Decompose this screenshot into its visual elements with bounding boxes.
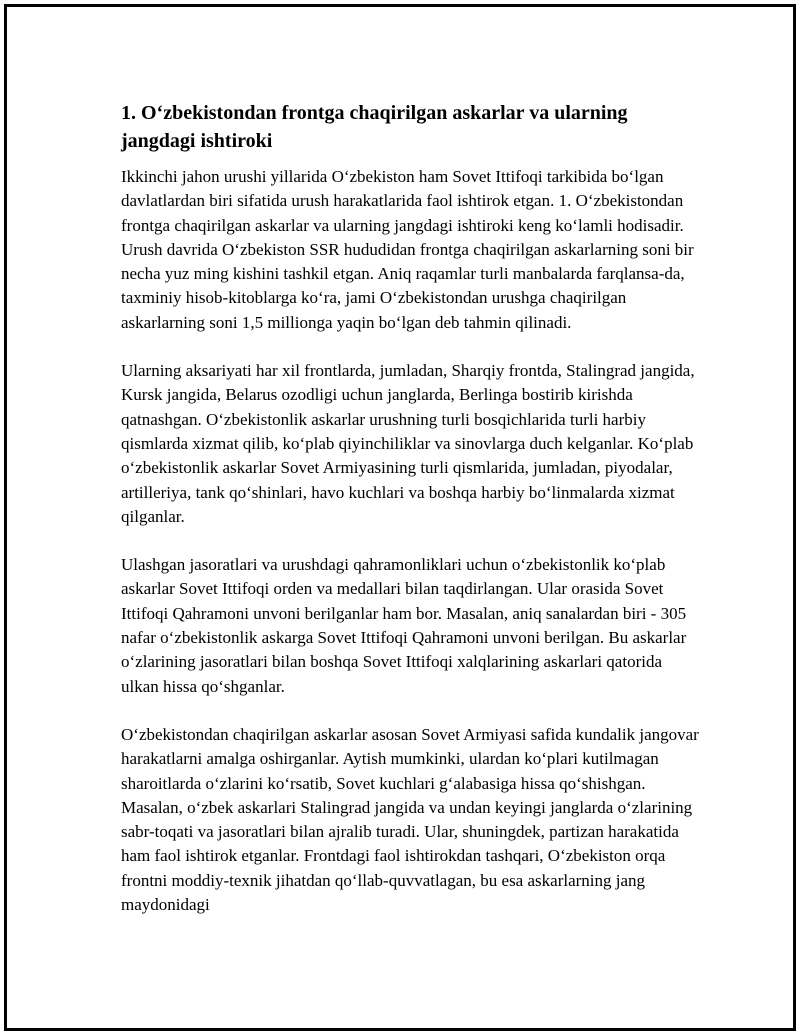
- page-frame: [4, 4, 796, 1031]
- paragraph-4: O‘zbekistondan chaqirilgan askarlar asosan Sovet Armiyasi safida kundalik jangovar harakatlarni amalga oshirganlar. Aytish mumkinki, ulardan ko‘plari kutilmagan sharoitlarda o‘zlarini ko‘rsatib, Sovet kuchlari g‘alabasiga hissa qo‘shishgan. Masalan, o‘zbek askarlari Stalingrad jangida va undan keyingi janglarda o‘zlarining sabr-toqati va jasoratlari bilan ajralib turadi. Ular, shuningdek, partizan harakatida ham faol ishtirok etganlar. Frontdagi faol ishtirokdan tashqari, O‘zbekiston orqa frontni moddiy-texnik jihatdan qo‘llab-quvvatlagan, bu esa askarlarning jang maydonidagi: [121, 724, 699, 915]
- paragraph-1: Ikkinchi jahon urushi yillarida O‘zbekiston ham Sovet Ittifoqi tarkibida bo‘lgan davlatlardan biri sifatida urush harakatlarida faol ishtirok etgan. 1. O‘zbekistondan frontga chaqirilgan askarlar va ularning jangdagi ishtiroki keng ko‘lamli hodisadir. Urush davrida O‘zbekiston SSR hududidan frontga chaqirilgan askarlarning soni bir necha yuz ming kishini tashkil etgan. Aniq raqamlar turli manbalarda farqlansa-da, taxminiy hisob-kitoblarga ko‘ra, jami O‘zbekistondan urushga chaqirilgan askarlarning soni 1,5 millionga yaqin bo‘lgan deb tahmin qilinadi.: [121, 167, 694, 332]
- document-body: [121, 99, 701, 941]
- paragraph-3: Ulashgan jasoratlari va urushdagi qahramonliklari uchun o‘zbekistonlik ko‘plab askarlar Sovet Ittifoqi orden va medallari bilan taqdirlangan. Ular orasida Sovet Ittifoqi Qahramoni unvoni berilganlar ham bor. Masalan, aniq sanalardan biri - 305 nafar o‘zbekistonlik askarga Sovet Ittifoqi Qahramoni unvoni berilgan. Bu askarlar o‘zlarining jasoratlari bilan boshqa Sovet Ittifoqi xalqlarining askarlari qatorida ulkan hissa qo‘shganlar.: [121, 555, 687, 696]
- paragraph-2: Ularning aksariyati har xil frontlarda, jumladan, Sharqiy frontda, Stalingrad jangida, Kursk jangida, Belarus ozodligi uchun janglarda, Berlinga bostirib kirishda qatnashgan. O‘zbekistonlik askarlar urushning turli bosqichlarida turli harbiy qismlarda xizmat qilib, ko‘plab qiyinchiliklar va sinovlarga duch kelganlar. Ko‘plab o‘zbekistonlik askarlar Sovet Armiyasining turli qismlarida, jumladan, piyodalar, artilleriya, tank qo‘shinlari, havo kuchlari va boshqa harbiy bo‘linmalarda xizmat qilganlar.: [121, 361, 695, 526]
- document-title: 1. O‘zbekistondan frontga chaqirilgan askarlar va ularning jangdagi ishtiroki: [121, 102, 628, 152]
